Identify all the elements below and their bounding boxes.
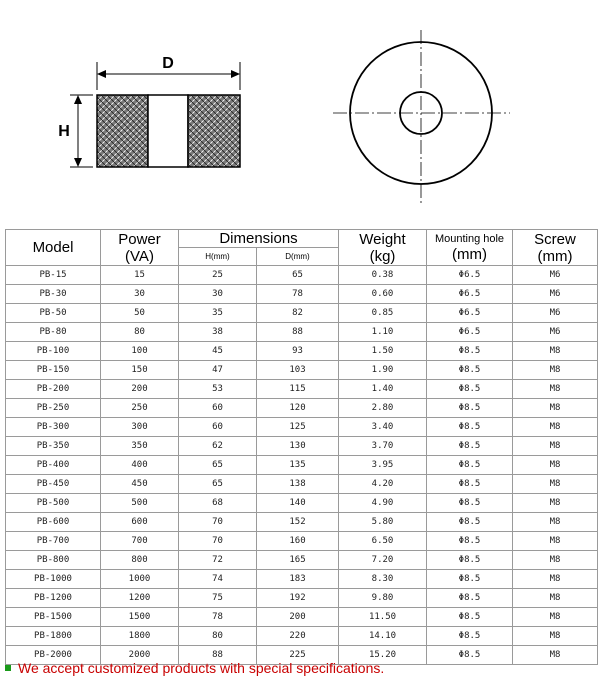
header-d: D(mm): [257, 248, 339, 266]
cell-power: 400: [101, 456, 179, 475]
cell-h: 80: [179, 627, 257, 646]
cell-mounting-hole: Φ6.5: [427, 323, 513, 342]
cell-h: 53: [179, 380, 257, 399]
cell-weight: 0.60: [339, 285, 427, 304]
dimension-d: [97, 55, 240, 90]
table-row: [6, 570, 598, 589]
cell-d: 103: [257, 361, 339, 380]
cell-screw: M8: [513, 513, 598, 532]
cell-d: 140: [257, 494, 339, 513]
cell-model: PB-2000: [6, 646, 101, 665]
cell-power: 80: [101, 323, 179, 342]
header-mounting-line2: (mm): [452, 245, 487, 263]
header-power-line1: Power: [118, 230, 161, 248]
cell-model: PB-30: [6, 285, 101, 304]
table-row: [6, 304, 598, 323]
table-row: [6, 532, 598, 551]
header-dimensions: Dimensions: [179, 230, 339, 248]
cell-screw: M6: [513, 266, 598, 285]
cell-power: 2000: [101, 646, 179, 665]
cell-mounting-hole: Φ8.5: [427, 627, 513, 646]
cell-d: 135: [257, 456, 339, 475]
cell-model: PB-15: [6, 266, 101, 285]
cell-model: PB-1000: [6, 570, 101, 589]
cell-power: 600: [101, 513, 179, 532]
pad-hole-section: [148, 95, 188, 167]
header-mounting-line1: Mounting hole: [434, 232, 505, 245]
table-row: [6, 399, 598, 418]
cell-d: 93: [257, 342, 339, 361]
cell-h: 45: [179, 342, 257, 361]
cell-weight: 7.20: [339, 551, 427, 570]
pad-right-section: [188, 95, 240, 167]
cell-weight: 9.80: [339, 589, 427, 608]
cell-d: 200: [257, 608, 339, 627]
cell-power: 1000: [101, 570, 179, 589]
table-row: [6, 380, 598, 399]
cell-screw: M8: [513, 570, 598, 589]
table-row: [6, 494, 598, 513]
cell-model: PB-50: [6, 304, 101, 323]
cell-weight: 1.40: [339, 380, 427, 399]
cell-d: 88: [257, 323, 339, 342]
cell-h: 70: [179, 532, 257, 551]
cell-weight: 4.20: [339, 475, 427, 494]
cell-model: PB-400: [6, 456, 101, 475]
cell-power: 250: [101, 399, 179, 418]
cell-weight: 15.20: [339, 646, 427, 665]
cell-mounting-hole: Φ8.5: [427, 532, 513, 551]
cell-weight: 11.50: [339, 608, 427, 627]
table-row: [6, 285, 598, 304]
top-view: [333, 30, 510, 205]
cell-d: 225: [257, 646, 339, 665]
cell-mounting-hole: Φ8.5: [427, 570, 513, 589]
cell-h: 65: [179, 456, 257, 475]
table-body: [6, 266, 598, 665]
dimension-h: [58, 95, 93, 167]
cell-model: PB-200: [6, 380, 101, 399]
specification-table: [5, 229, 598, 665]
table-row: [6, 627, 598, 646]
cell-weight: 0.85: [339, 304, 427, 323]
cell-h: 47: [179, 361, 257, 380]
cell-d: 220: [257, 627, 339, 646]
header-screw-line2: (mm): [537, 247, 573, 265]
cell-model: PB-1800: [6, 627, 101, 646]
table-row: [6, 456, 598, 475]
cell-screw: M8: [513, 418, 598, 437]
cell-screw: M8: [513, 589, 598, 608]
cell-h: 68: [179, 494, 257, 513]
cell-weight: 5.80: [339, 513, 427, 532]
side-view: [97, 95, 240, 167]
cell-h: 30: [179, 285, 257, 304]
cell-screw: M8: [513, 380, 598, 399]
cell-power: 200: [101, 380, 179, 399]
cell-weight: 2.80: [339, 399, 427, 418]
cell-model: PB-80: [6, 323, 101, 342]
cell-d: 82: [257, 304, 339, 323]
cell-d: 165: [257, 551, 339, 570]
header-weight: [339, 230, 427, 266]
pad-left-section: [97, 95, 148, 167]
cell-d: 130: [257, 437, 339, 456]
cell-model: PB-350: [6, 437, 101, 456]
cell-h: 65: [179, 475, 257, 494]
cell-power: 100: [101, 342, 179, 361]
header-power: [101, 230, 179, 266]
cell-power: 1200: [101, 589, 179, 608]
header-screw: [513, 230, 598, 266]
cell-mounting-hole: Φ6.5: [427, 304, 513, 323]
cell-screw: M6: [513, 304, 598, 323]
cell-mounting-hole: Φ8.5: [427, 475, 513, 494]
cell-h: 70: [179, 513, 257, 532]
cell-weight: 3.70: [339, 437, 427, 456]
header-weight-line1: Weight: [359, 230, 406, 248]
table-row: [6, 551, 598, 570]
cell-mounting-hole: Φ6.5: [427, 266, 513, 285]
cell-screw: M6: [513, 323, 598, 342]
cell-d: 138: [257, 475, 339, 494]
cell-mounting-hole: Φ8.5: [427, 589, 513, 608]
cell-screw: M8: [513, 627, 598, 646]
cell-screw: M8: [513, 532, 598, 551]
cell-mounting-hole: Φ8.5: [427, 437, 513, 456]
cell-power: 50: [101, 304, 179, 323]
footer-note-text: We accept customized products with special specifications.: [18, 660, 385, 676]
cell-h: 35: [179, 304, 257, 323]
bullet-icon: [5, 665, 11, 671]
cell-screw: M8: [513, 342, 598, 361]
dim-d-label: D: [162, 55, 174, 72]
cell-model: PB-800: [6, 551, 101, 570]
cell-mounting-hole: Φ8.5: [427, 646, 513, 665]
cell-power: 450: [101, 475, 179, 494]
header-power-line2: (VA): [125, 247, 154, 265]
cell-mounting-hole: Φ6.5: [427, 285, 513, 304]
cell-h: 25: [179, 266, 257, 285]
header-h: H(mm): [179, 248, 257, 266]
cell-power: 15: [101, 266, 179, 285]
cell-d: 152: [257, 513, 339, 532]
cell-mounting-hole: Φ8.5: [427, 513, 513, 532]
header-mounting-hole: [427, 230, 513, 266]
cell-model: PB-450: [6, 475, 101, 494]
cell-h: 75: [179, 589, 257, 608]
cell-mounting-hole: Φ8.5: [427, 494, 513, 513]
cell-power: 300: [101, 418, 179, 437]
table-row: [6, 437, 598, 456]
cell-power: 1500: [101, 608, 179, 627]
cell-model: PB-1500: [6, 608, 101, 627]
cell-weight: 0.38: [339, 266, 427, 285]
cell-power: 800: [101, 551, 179, 570]
cell-model: PB-100: [6, 342, 101, 361]
cell-power: 350: [101, 437, 179, 456]
cell-screw: M8: [513, 608, 598, 627]
cell-weight: 1.50: [339, 342, 427, 361]
cell-model: PB-700: [6, 532, 101, 551]
cell-h: 62: [179, 437, 257, 456]
cell-weight: 8.30: [339, 570, 427, 589]
cell-power: 1800: [101, 627, 179, 646]
cell-d: 78: [257, 285, 339, 304]
table-row: [6, 608, 598, 627]
cell-h: 60: [179, 399, 257, 418]
cell-h: 38: [179, 323, 257, 342]
cell-h: 74: [179, 570, 257, 589]
dimension-drawing: [0, 0, 600, 222]
cell-d: 192: [257, 589, 339, 608]
cell-power: 700: [101, 532, 179, 551]
cell-screw: M8: [513, 475, 598, 494]
cell-weight: 3.40: [339, 418, 427, 437]
table-row: [6, 323, 598, 342]
table-row: [6, 342, 598, 361]
cell-mounting-hole: Φ8.5: [427, 342, 513, 361]
cell-h: 78: [179, 608, 257, 627]
table-row: [6, 589, 598, 608]
header-model: Model: [6, 230, 101, 266]
header-weight-line2: (kg): [369, 247, 396, 265]
table-row: [6, 475, 598, 494]
cell-mounting-hole: Φ8.5: [427, 608, 513, 627]
cell-d: 120: [257, 399, 339, 418]
cell-model: PB-300: [6, 418, 101, 437]
cell-model: PB-1200: [6, 589, 101, 608]
cell-h: 72: [179, 551, 257, 570]
cell-mounting-hole: Φ8.5: [427, 456, 513, 475]
cell-weight: 1.90: [339, 361, 427, 380]
cell-weight: 6.50: [339, 532, 427, 551]
cell-screw: M8: [513, 646, 598, 665]
cell-model: PB-250: [6, 399, 101, 418]
cell-mounting-hole: Φ8.5: [427, 551, 513, 570]
cell-d: 160: [257, 532, 339, 551]
cell-mounting-hole: Φ8.5: [427, 361, 513, 380]
cell-d: 115: [257, 380, 339, 399]
table-row: [6, 513, 598, 532]
header-screw-line1: Screw: [534, 230, 576, 248]
cell-screw: M6: [513, 285, 598, 304]
cell-model: PB-500: [6, 494, 101, 513]
cell-power: 150: [101, 361, 179, 380]
cell-power: 500: [101, 494, 179, 513]
dim-h-label: H: [58, 123, 70, 140]
cell-model: PB-600: [6, 513, 101, 532]
cell-d: 65: [257, 266, 339, 285]
cell-d: 183: [257, 570, 339, 589]
cell-mounting-hole: Φ8.5: [427, 418, 513, 437]
cell-screw: M8: [513, 361, 598, 380]
cell-model: PB-150: [6, 361, 101, 380]
cell-weight: 3.95: [339, 456, 427, 475]
cell-weight: 1.10: [339, 323, 427, 342]
cell-h: 88: [179, 646, 257, 665]
table-row: [6, 266, 598, 285]
table-row: [6, 361, 598, 380]
table-row: [6, 418, 598, 437]
cell-weight: 4.90: [339, 494, 427, 513]
cell-screw: M8: [513, 494, 598, 513]
cell-screw: M8: [513, 437, 598, 456]
cell-power: 30: [101, 285, 179, 304]
cell-screw: M8: [513, 551, 598, 570]
cell-weight: 14.10: [339, 627, 427, 646]
cell-mounting-hole: Φ8.5: [427, 380, 513, 399]
cell-screw: M8: [513, 456, 598, 475]
cell-mounting-hole: Φ8.5: [427, 399, 513, 418]
footer-note: [5, 660, 384, 676]
cell-d: 125: [257, 418, 339, 437]
cell-screw: M8: [513, 399, 598, 418]
cell-h: 60: [179, 418, 257, 437]
